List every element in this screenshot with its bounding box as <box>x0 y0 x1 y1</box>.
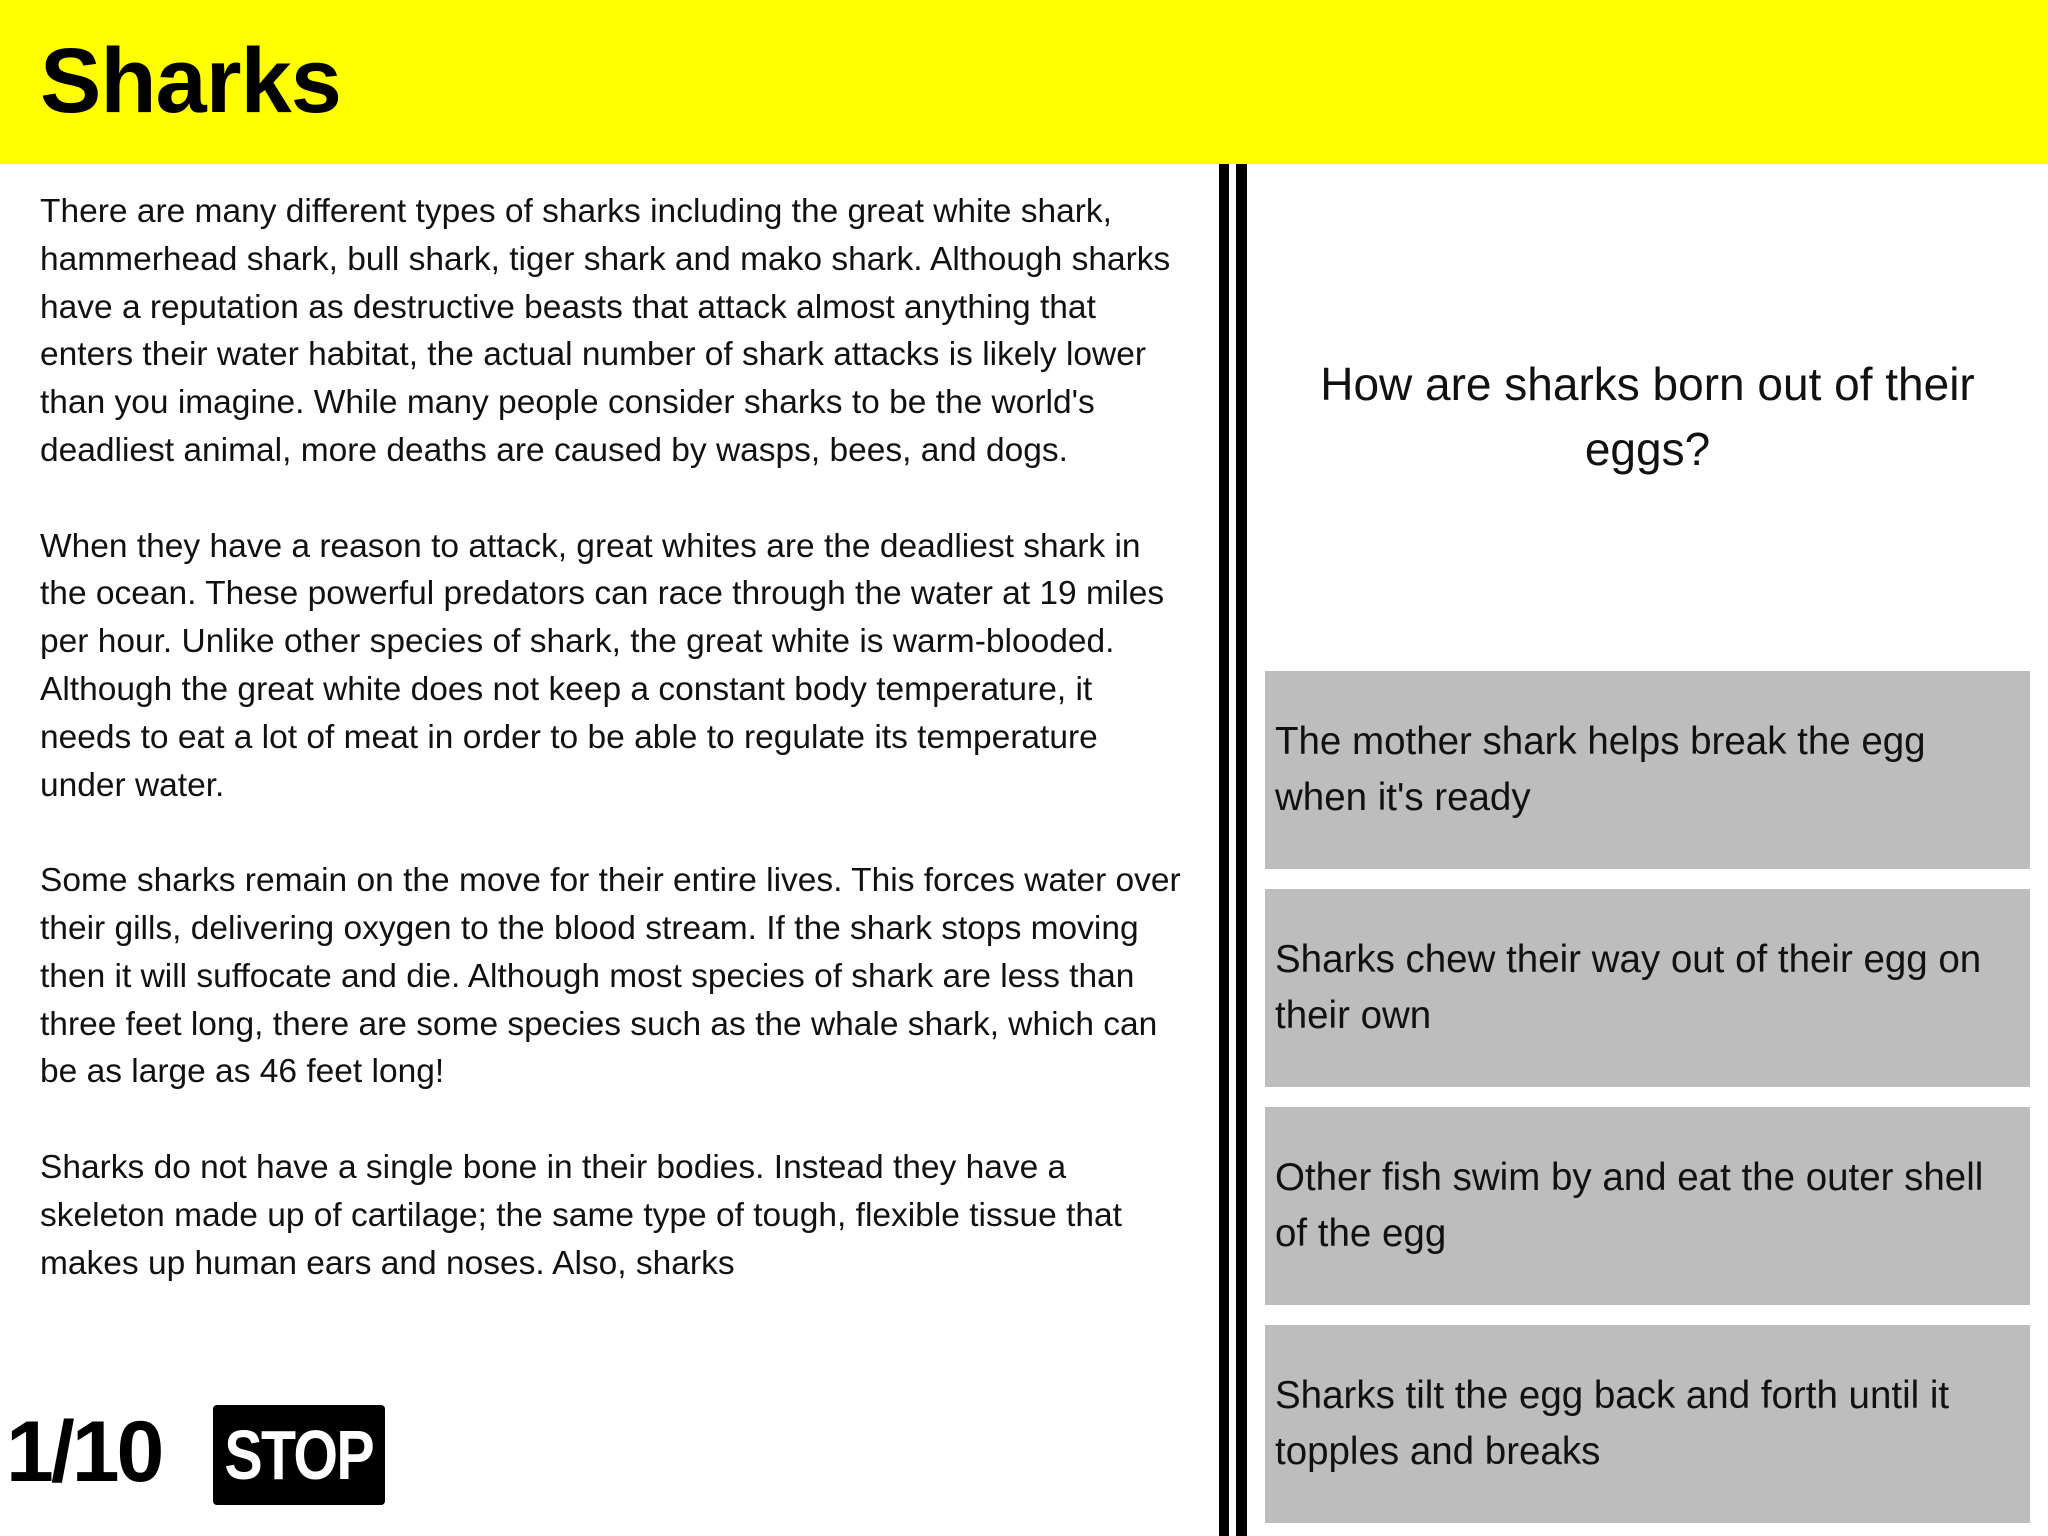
answer-label: Other fish swim by and eat the outer shell of the egg <box>1275 1156 1984 1255</box>
header-bar <box>0 0 2048 164</box>
page-title: Sharks <box>40 30 341 132</box>
answer-label: Sharks chew their way out of their egg on their own <box>1275 938 1982 1037</box>
answer-label: The mother shark helps break the egg when it's ready <box>1275 720 1926 819</box>
question-counter: 1/10 <box>6 1404 162 1500</box>
column-divider <box>1219 164 1229 1536</box>
stop-button-label: STOP <box>224 1416 374 1494</box>
column-divider <box>1236 164 1247 1536</box>
stop-button[interactable] <box>213 1405 385 1505</box>
answer-option-2[interactable] <box>1265 889 2030 1087</box>
answer-label: Sharks tilt the egg back and forth until it topples and breaks <box>1275 1374 1950 1473</box>
passage-paragraph: There are many different types of sharks including the great white shark, hammerhead shark, bull shark, tiger shark and mako shark. Although sharks have a reputation as destructive beasts that attack almost anything that enters their water habitat, the actual number of shark attacks is likely lower than you imagine. While many people consider sharks to be the world's deadliest animal, more deaths are caused by wasps, bees, and dogs. <box>40 193 1171 469</box>
answer-option-4[interactable] <box>1265 1325 2030 1523</box>
answer-option-3[interactable] <box>1265 1107 2030 1305</box>
passage-paragraph: When they have a reason to attack, great whites are the deadliest shark in the ocean. These powerful predators can race through the water at 19 miles per hour. Unlike other species of shark, the great white is warm-blooded. Although the great white does not keep a constant body temperature, it needs to eat a lot of meat in order to be able to regulate its temperature under water. <box>40 527 1165 804</box>
question-text: How are sharks born out of their eggs? <box>1320 358 1975 475</box>
reading-passage[interactable] <box>40 188 1190 1383</box>
passage-paragraph: Sharks do not have a single bone in their bodies. Instead they have a skeleton made up of cartilage; the same type of tough, flexible tissue that makes up human ears and noses. Also, sharks <box>40 1148 1122 1282</box>
answer-option-1[interactable] <box>1265 671 2030 869</box>
passage-paragraph: Some sharks remain on the move for their entire lives. This forces water over their gills, delivering oxygen to the blood stream. If the shark stops moving then it will suffocate and die. Although most species of shark are less than three feet long, there are some species such as the whale shark, which can be as large as 46 feet long! <box>40 862 1181 1091</box>
